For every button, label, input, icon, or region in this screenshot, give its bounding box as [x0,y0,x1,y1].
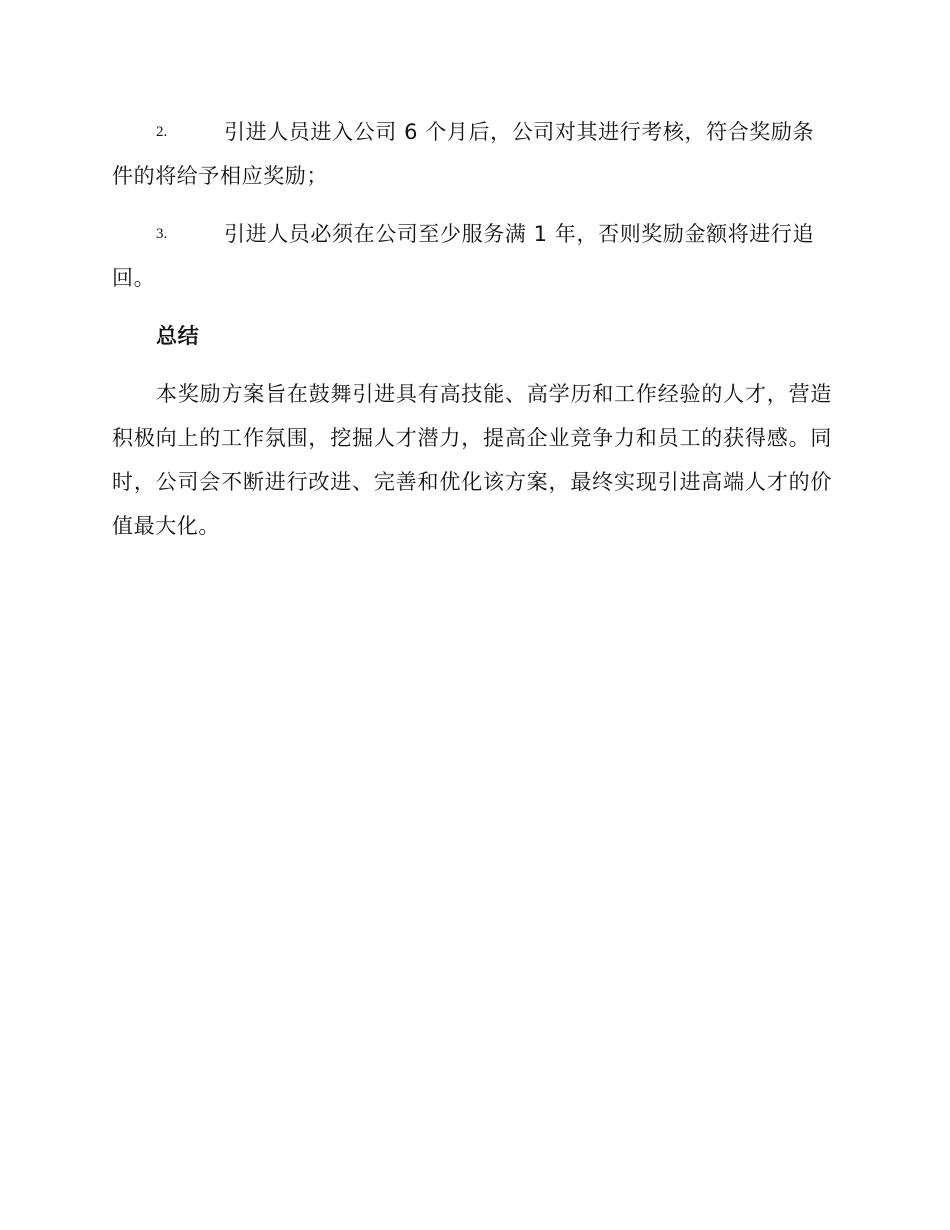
list-item-2 [112,110,832,198]
section-heading-summary: 总结 [156,324,200,348]
list-item-text: 引进人员必须在公司至少服务满 1 年，否则奖励金额将进行追回。 [112,222,815,290]
list-item-text: 引进人员进入公司 6 个月后，公司对其进行考核，符合奖励条件的将给予相应奖励； [112,120,815,188]
list-item-3 [112,212,832,300]
list-number: 2. [156,124,168,140]
list-number: 3. [156,226,168,242]
document-body [112,110,832,548]
summary-paragraph: 本奖励方案旨在鼓舞引进具有高技能、高学历和工作经验的人才，营造积极向上的工作氛围，挖掘人才潜力，提高企业竞争力和员工的获得感。同时，公司会不断进行改进、完善和优化该方案，最终实现引进高端人才的价值最大化。 [112,382,832,538]
